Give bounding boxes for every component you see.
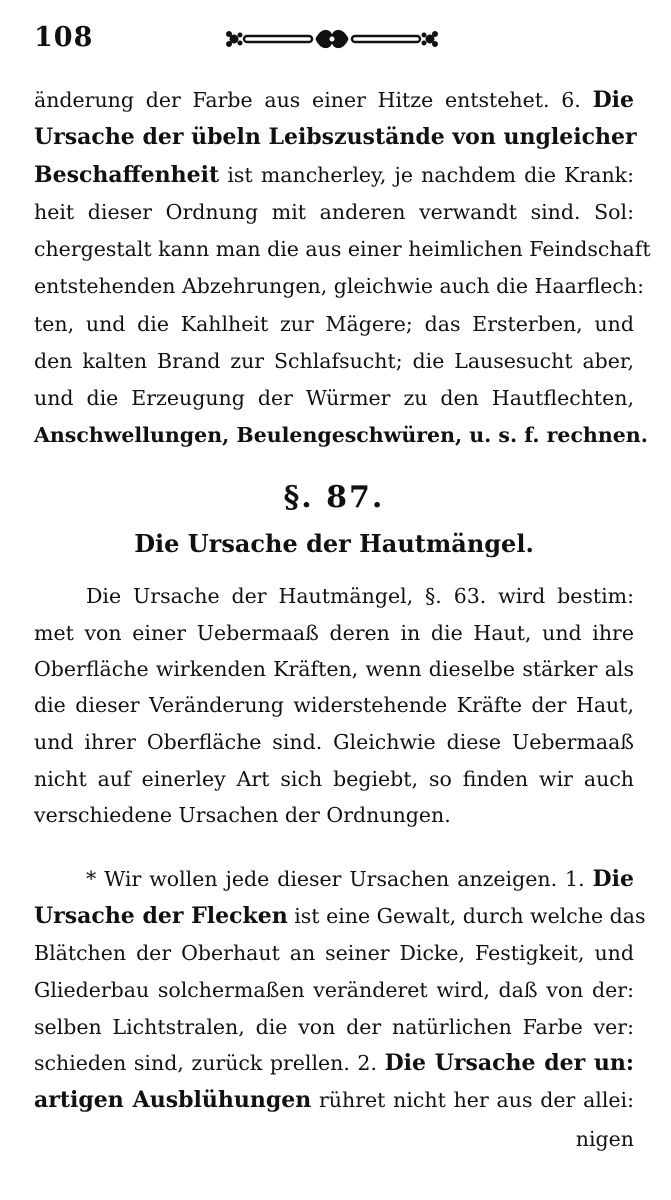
text-line: die dieser Veränderung widerstehende Kräfte der Haut, (34, 693, 634, 717)
section-number: §. 87. (283, 480, 385, 515)
page-number: 108 (34, 22, 94, 53)
text-line-emphasis: Ursache der übeln Leibszustände von ungleicher (34, 124, 637, 150)
text-line: und ihrer Oberfläche sind. Gleichwie diese Uebermaaß (34, 730, 634, 754)
section-title: Die Ursache der Hautmängel. (134, 529, 534, 558)
text-line (34, 162, 634, 188)
text-line: Blätchen der Oberhaut an seiner Dicke, Festigkeit, und (34, 941, 634, 965)
emphasis-span: artigen Ausblühungen (34, 1087, 312, 1113)
text-span: schieden sind, zurück prellen. 2. (34, 1051, 377, 1075)
text-line: chergestalt kann man die aus einer heimlichen Feindschaft (34, 237, 651, 261)
emphasis-span: Ursache der Flecken (34, 903, 288, 929)
emphasis-span: Die (592, 866, 634, 892)
emphasis-span: Die (592, 87, 634, 113)
text-line: entstehenden Abzehrungen, gleichwie auch die Haarflech: (34, 274, 645, 298)
text-line: den kalten Brand zur Schlafsucht; die Lausesucht aber, (34, 349, 634, 373)
catchword: nigen (575, 1127, 634, 1151)
text-line: Gliederbau solchermaßen veränderet wird, daß von der: (34, 978, 634, 1002)
text-line: Oberfläche wirkenden Kräften, wenn dieselbe stärker als (34, 657, 634, 681)
emphasis-span: Beschaffenheit (34, 162, 220, 188)
text-line (34, 1087, 634, 1113)
text-line: Die Ursache der Hautmängel, §. 63. wird bestim: (86, 584, 634, 608)
text-line: Anschwellungen, Beulengeschwüren, u. s. f. rechnen. (34, 423, 648, 447)
text-line: nicht auf einerley Art sich begiebt, so finden wir auch (34, 767, 634, 791)
text-line: verschiedene Ursachen der Ordnungen. (34, 803, 451, 827)
text-line (34, 87, 634, 113)
text-span: ist eine Gewalt, durch welche das (294, 904, 646, 928)
text-span: ist mancherley, je nachdem die Krank: (227, 163, 634, 187)
text-span: rühret nicht her aus der allei: (319, 1088, 634, 1112)
text-span: änderung der Farbe aus einer Hitze entstehet. 6. (34, 88, 581, 112)
text-line: met von einer Uebermaaß deren in die Haut, und ihre (34, 621, 634, 645)
text-line (86, 866, 634, 892)
text-line: selben Lichtstralen, die von der natürlichen Farbe ver: (34, 1015, 634, 1039)
text-line: heit dieser Ordnung mit anderen verwandt sind. Sol: (34, 200, 634, 224)
emphasis-span: Die Ursache der un: (384, 1050, 634, 1076)
text-line (34, 1050, 634, 1076)
decorative-rule-icon (226, 24, 438, 54)
text-span: * Wir wollen jede dieser Ursachen anzeigen. 1. (86, 867, 585, 891)
text-line: und die Erzeugung der Würmer zu den Hautflechten, (34, 386, 634, 410)
text-line (34, 903, 646, 929)
text-line: ten, und die Kahlheit zur Mägere; das Ersterben, und (34, 312, 634, 336)
